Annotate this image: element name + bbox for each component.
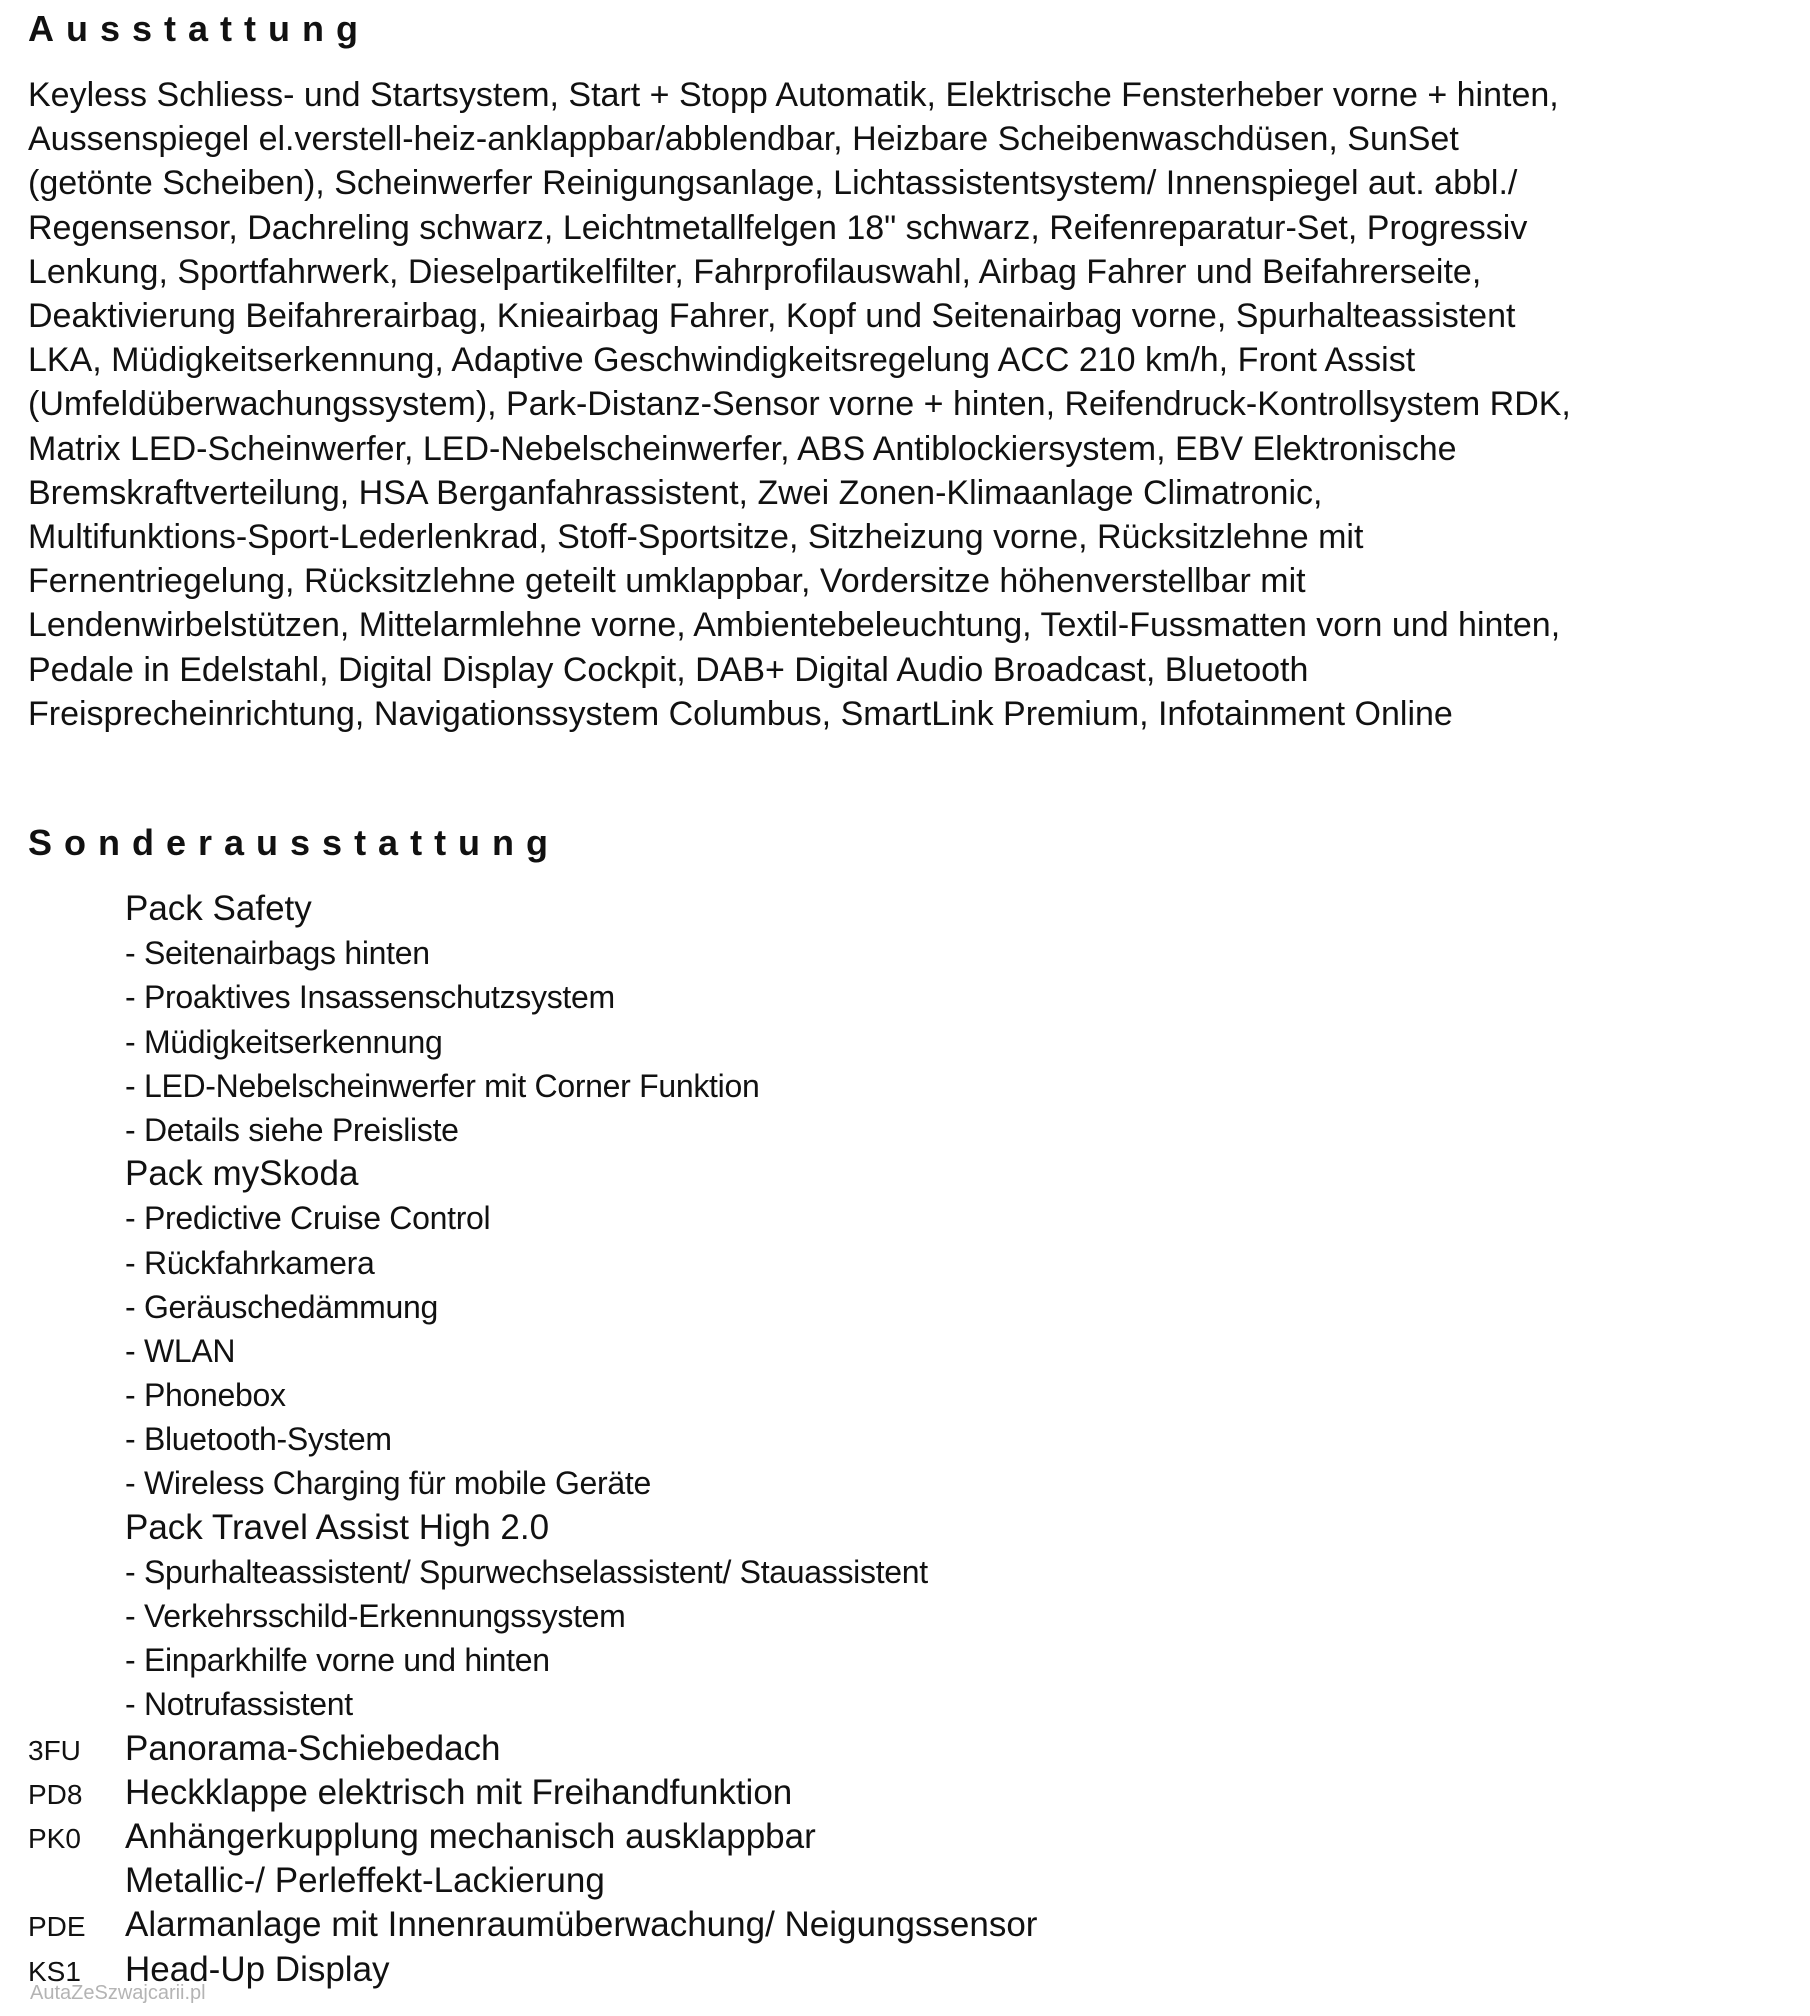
option-label: Alarmanlage mit Innenraumüberwachung/ Neigungssensor: [125, 1905, 1038, 1945]
section-heading-ausstattung: Ausstattung: [28, 8, 370, 49]
option-sub-item: [28, 1417, 1528, 1461]
option-detail: - Notrufassistent: [125, 1686, 353, 1723]
option-detail: - Seitenairbags hinten: [125, 935, 430, 972]
option-code: PDE: [28, 1911, 86, 1943]
section-heading-sonderausstattung: Sonderausstattung: [28, 822, 561, 863]
option-sub-item: [28, 931, 1528, 975]
option-detail: - Müdigkeitserkennung: [125, 1023, 443, 1060]
option-detail: - Phonebox: [125, 1377, 286, 1414]
equipment-line: (Umfeldüberwachungssystem), Park-Distanz-Sensor vorne + hinten, Reifendruck-Kontrollsystem RDK,: [28, 385, 1571, 424]
equipment-line: Pedale in Edelstahl, Digital Display Cockpit, DAB+ Digital Audio Broadcast, Bluetooth: [28, 650, 1309, 689]
option-code: 3FU: [28, 1734, 81, 1766]
option-label: Panorama-Schiebedach: [125, 1728, 501, 1768]
equipment-line: Lenkung, Sportfahrwerk, Dieselpartikelfilter, Fahrprofilauswahl, Airbag Fahrer und Beifahrerseite,: [28, 252, 1482, 291]
option-detail: - Wireless Charging für mobile Geräte: [125, 1465, 651, 1502]
option-detail: - Verkehrsschild-Erkennungssystem: [125, 1598, 626, 1634]
option-sub-item: [28, 1594, 1528, 1638]
option-sub-item: [28, 975, 1528, 1019]
option-label: Anhängerkupplung mechanisch ausklappbar: [125, 1816, 816, 1856]
equipment-paragraph: [28, 73, 1798, 736]
option-item: [28, 1506, 1528, 1550]
equipment-line: Lendenwirbelstützen, Mittelarmlehne vorne, Ambientebeleuchtung, Textil-Fussmatten vorn und hinten,: [28, 606, 1561, 645]
option-item: [28, 1859, 1528, 1903]
option-label: Pack Safety: [125, 889, 312, 928]
option-label: Pack Travel Assist High 2.0: [125, 1507, 550, 1547]
option-item: [28, 887, 1528, 931]
equipment-line: LKA, Müdigkeitserkennung, Adaptive Geschwindigkeitsregelung ACC 210 km/h, Front Assist: [28, 341, 1416, 380]
option-item: [28, 1948, 1528, 1992]
option-item: [28, 1903, 1528, 1947]
option-sub-item: [28, 1020, 1528, 1064]
equipment-line: Matrix LED-Scheinwerfer, LED-Nebelscheinwerfer, ABS Antiblockiersystem, EBV Elektronische: [28, 429, 1457, 468]
option-code: PD8: [28, 1778, 83, 1810]
option-detail: - Geräuschedämmung: [125, 1288, 438, 1325]
equipment-line: Keyless Schliess- und Startsystem, Start + Stopp Automatik, Elektrische Fensterheber vorne + hinten,: [28, 76, 1559, 114]
option-detail: - Rückfahrkamera: [125, 1244, 375, 1281]
option-item: [28, 1727, 1528, 1771]
option-sub-item: [28, 1285, 1528, 1329]
option-sub-item: [28, 1461, 1528, 1505]
option-detail: - Einparkhilfe vorne und hinten: [125, 1642, 550, 1679]
option-item: [28, 1771, 1528, 1815]
equipment-line: Regensensor, Dachreling schwarz, Leichtmetallfelgen 18" schwarz, Reifenreparatur-Set, Progressiv: [28, 208, 1528, 247]
equipment-line: Fernentriegelung, Rücksitzlehne geteilt umklappbar, Vordersitze höhenverstellbar mit: [28, 562, 1306, 601]
equipment-line: Deaktivierung Beifahrerairbag, Knieairbag Fahrer, Kopf und Seitenairbag vorne, Spurhalteassistent: [28, 297, 1516, 336]
option-sub-item: [28, 1329, 1528, 1373]
equipment-line: Bremskraftverteilung, HSA Berganfahrassistent, Zwei Zonen-Klimaanlage Climatronic,: [28, 473, 1323, 512]
option-sub-item: [28, 1373, 1528, 1417]
watermark: AutaZeSzwajcarii.pl: [30, 1982, 206, 2004]
option-sub-item: [28, 1064, 1528, 1108]
option-label: Metallic-/ Perleffekt-Lackierung: [125, 1861, 605, 1901]
option-detail: - Predictive Cruise Control: [125, 1200, 491, 1237]
option-code: PK0: [28, 1822, 81, 1854]
option-label: Heckklappe elektrisch mit Freihandfunktion: [125, 1772, 793, 1812]
option-item: [28, 1815, 1528, 1859]
option-sub-item: [28, 1241, 1528, 1285]
equipment-line: Freisprecheinrichtung, Navigationssystem Columbus, SmartLink Premium, Infotainment Online: [28, 694, 1453, 733]
option-detail: - LED-Nebelscheinwerfer mit Corner Funktion: [125, 1067, 760, 1104]
option-label: Pack mySkoda: [125, 1154, 359, 1194]
equipment-line: (getönte Scheiben), Scheinwerfer Reinigungsanlage, Lichtassistentsystem/ Innenspiegel aut. abbl./: [28, 164, 1518, 203]
option-detail: - Spurhalteassistent/ Spurwechselassistent/ Stauassistent: [125, 1553, 928, 1590]
option-detail: - Proaktives Insassenschutzsystem: [125, 979, 615, 1016]
option-item: [28, 1152, 1528, 1196]
option-sub-item: [28, 1638, 1528, 1682]
option-sub-item: [28, 1196, 1528, 1240]
option-sub-item: [28, 1550, 1528, 1594]
equipment-line: Aussenspiegel el.verstell-heiz-anklappbar/abblendbar, Heizbare Scheibenwaschdüsen, SunSet: [28, 120, 1459, 159]
option-code: KS1: [28, 1955, 81, 1987]
special-equipment-list: [28, 887, 1528, 1992]
option-sub-item: [28, 1682, 1528, 1726]
option-detail: - Bluetooth-System: [125, 1421, 392, 1458]
option-detail: - WLAN: [125, 1332, 236, 1369]
option-detail: - Details siehe Preisliste: [125, 1111, 459, 1148]
equipment-line: Multifunktions-Sport-Lederlenkrad, Stoff-Sportsitze, Sitzheizung vorne, Rücksitzlehne mit: [28, 518, 1364, 557]
option-label: Head-Up Display: [125, 1949, 390, 1989]
option-sub-item: [28, 1108, 1528, 1152]
